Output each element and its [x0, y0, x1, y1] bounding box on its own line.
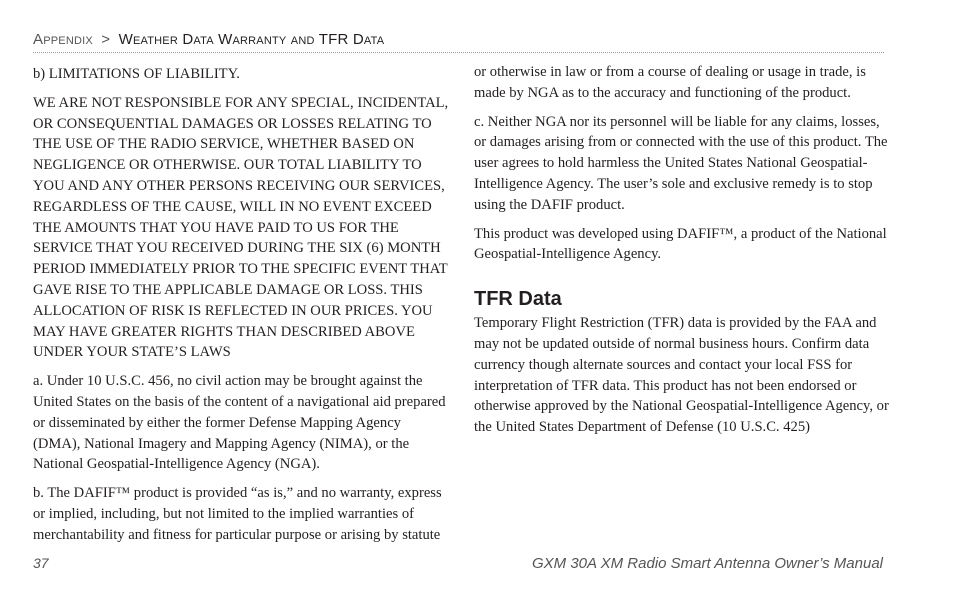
left-column [33, 62, 449, 554]
manual-title: GXM 30A XM Radio Smart Antenna Owner’s Manual [532, 555, 883, 572]
tfr-data-heading: TFR Data [474, 288, 562, 311]
breadcrumb-section[interactable]: Appendix [33, 31, 93, 48]
dafif-credit-paragraph: This product was developed using DAFIF™, a product of the National Geospatial-Intelligence Agency. [474, 225, 887, 263]
right-column [474, 62, 890, 446]
limitations-heading-paragraph: b) LIMITATIONS OF LIABILITY. [33, 66, 240, 82]
civil-action-paragraph: a. Under 10 U.S.C. 456, no civil action may be brought against the United States on the basis of the content of a navigational aid prepared or disseminated by either the former Defense Mapping Agency (DMA), National Imagery and Mapping Agency (NIMA), or the National Geospatial-Intelligence Agency (NGA). [33, 373, 446, 473]
liability-paragraph: WE ARE NOT RESPONSIBLE FOR ANY SPECIAL, INCIDENTAL, OR CONSEQUENTIAL DAMAGES OR LOSSES RELATING TO THE USE OF THE RADIO SERVICE, WHETHER BASED ON NEGLIGENCE OR OTHERWISE. OUR TOTAL LIABILITY TO YOU AND ANY OTHER PERSONS RECEIVING OUR SERVICES, REGARDLESS OF THE CAUSE, WILL IN NO EVENT EXCEED THE AMOUNTS THAT YOU HAVE PAID TO US FOR THE SERVICE THAT YOU RECEIVED DURING THE SIX (6) MONTH PERIOD IMMEDIATELY PRIOR TO THE SPECIFIC EVENT THAT GAVE RISE TO THE APPLICABLE DAMAGE OR LOSS. THIS ALLOCATION OF RISK IS REFLECTED IN OUR PRICES. YOU MAY HAVE GREATER RIGHTS THAN DESCRIBED ABOVE UNDER YOUR STATE’S LAWS [33, 94, 449, 361]
breadcrumb-separator: > [101, 31, 111, 48]
nga-accuracy-paragraph: or otherwise in law or from a course of dealing or usage in trade, is made by NGA as to the accuracy and functioning of the product. [474, 64, 866, 101]
page-number: 37 [33, 555, 49, 571]
tfr-data-paragraph: Temporary Flight Restriction (TFR) data is provided by the FAA and may not be updated outside of normal business hours. Confirm data currency though alternate sources and contact your local FSS for interpretation of TFR data. This product has not been endorsed or otherwise approved by the National Geospatial-Intelligence Agency, or the United States Department of Defense (10 U.S.C. 425) [474, 315, 889, 436]
breadcrumb-current: Weather Data Warranty and TFR Data [118, 31, 385, 48]
dafif-as-is-paragraph: b. The DAFIF™ product is provided “as is,” and no warranty, express or implied, including, but not limited to the implied warranties of merchantability and fitness for particular purpose or arising by statute [33, 485, 442, 543]
breadcrumb [33, 30, 884, 53]
nga-liability-paragraph: c. Neither NGA nor its personnel will be liable for any claims, losses, or damages arising from or connected with the use of this product. The user agrees to hold harmless the United States National Geospatial-Intelligence Agency. The user’s sole and exclusive remedy is to stop using the DAFIF product. [474, 113, 888, 213]
